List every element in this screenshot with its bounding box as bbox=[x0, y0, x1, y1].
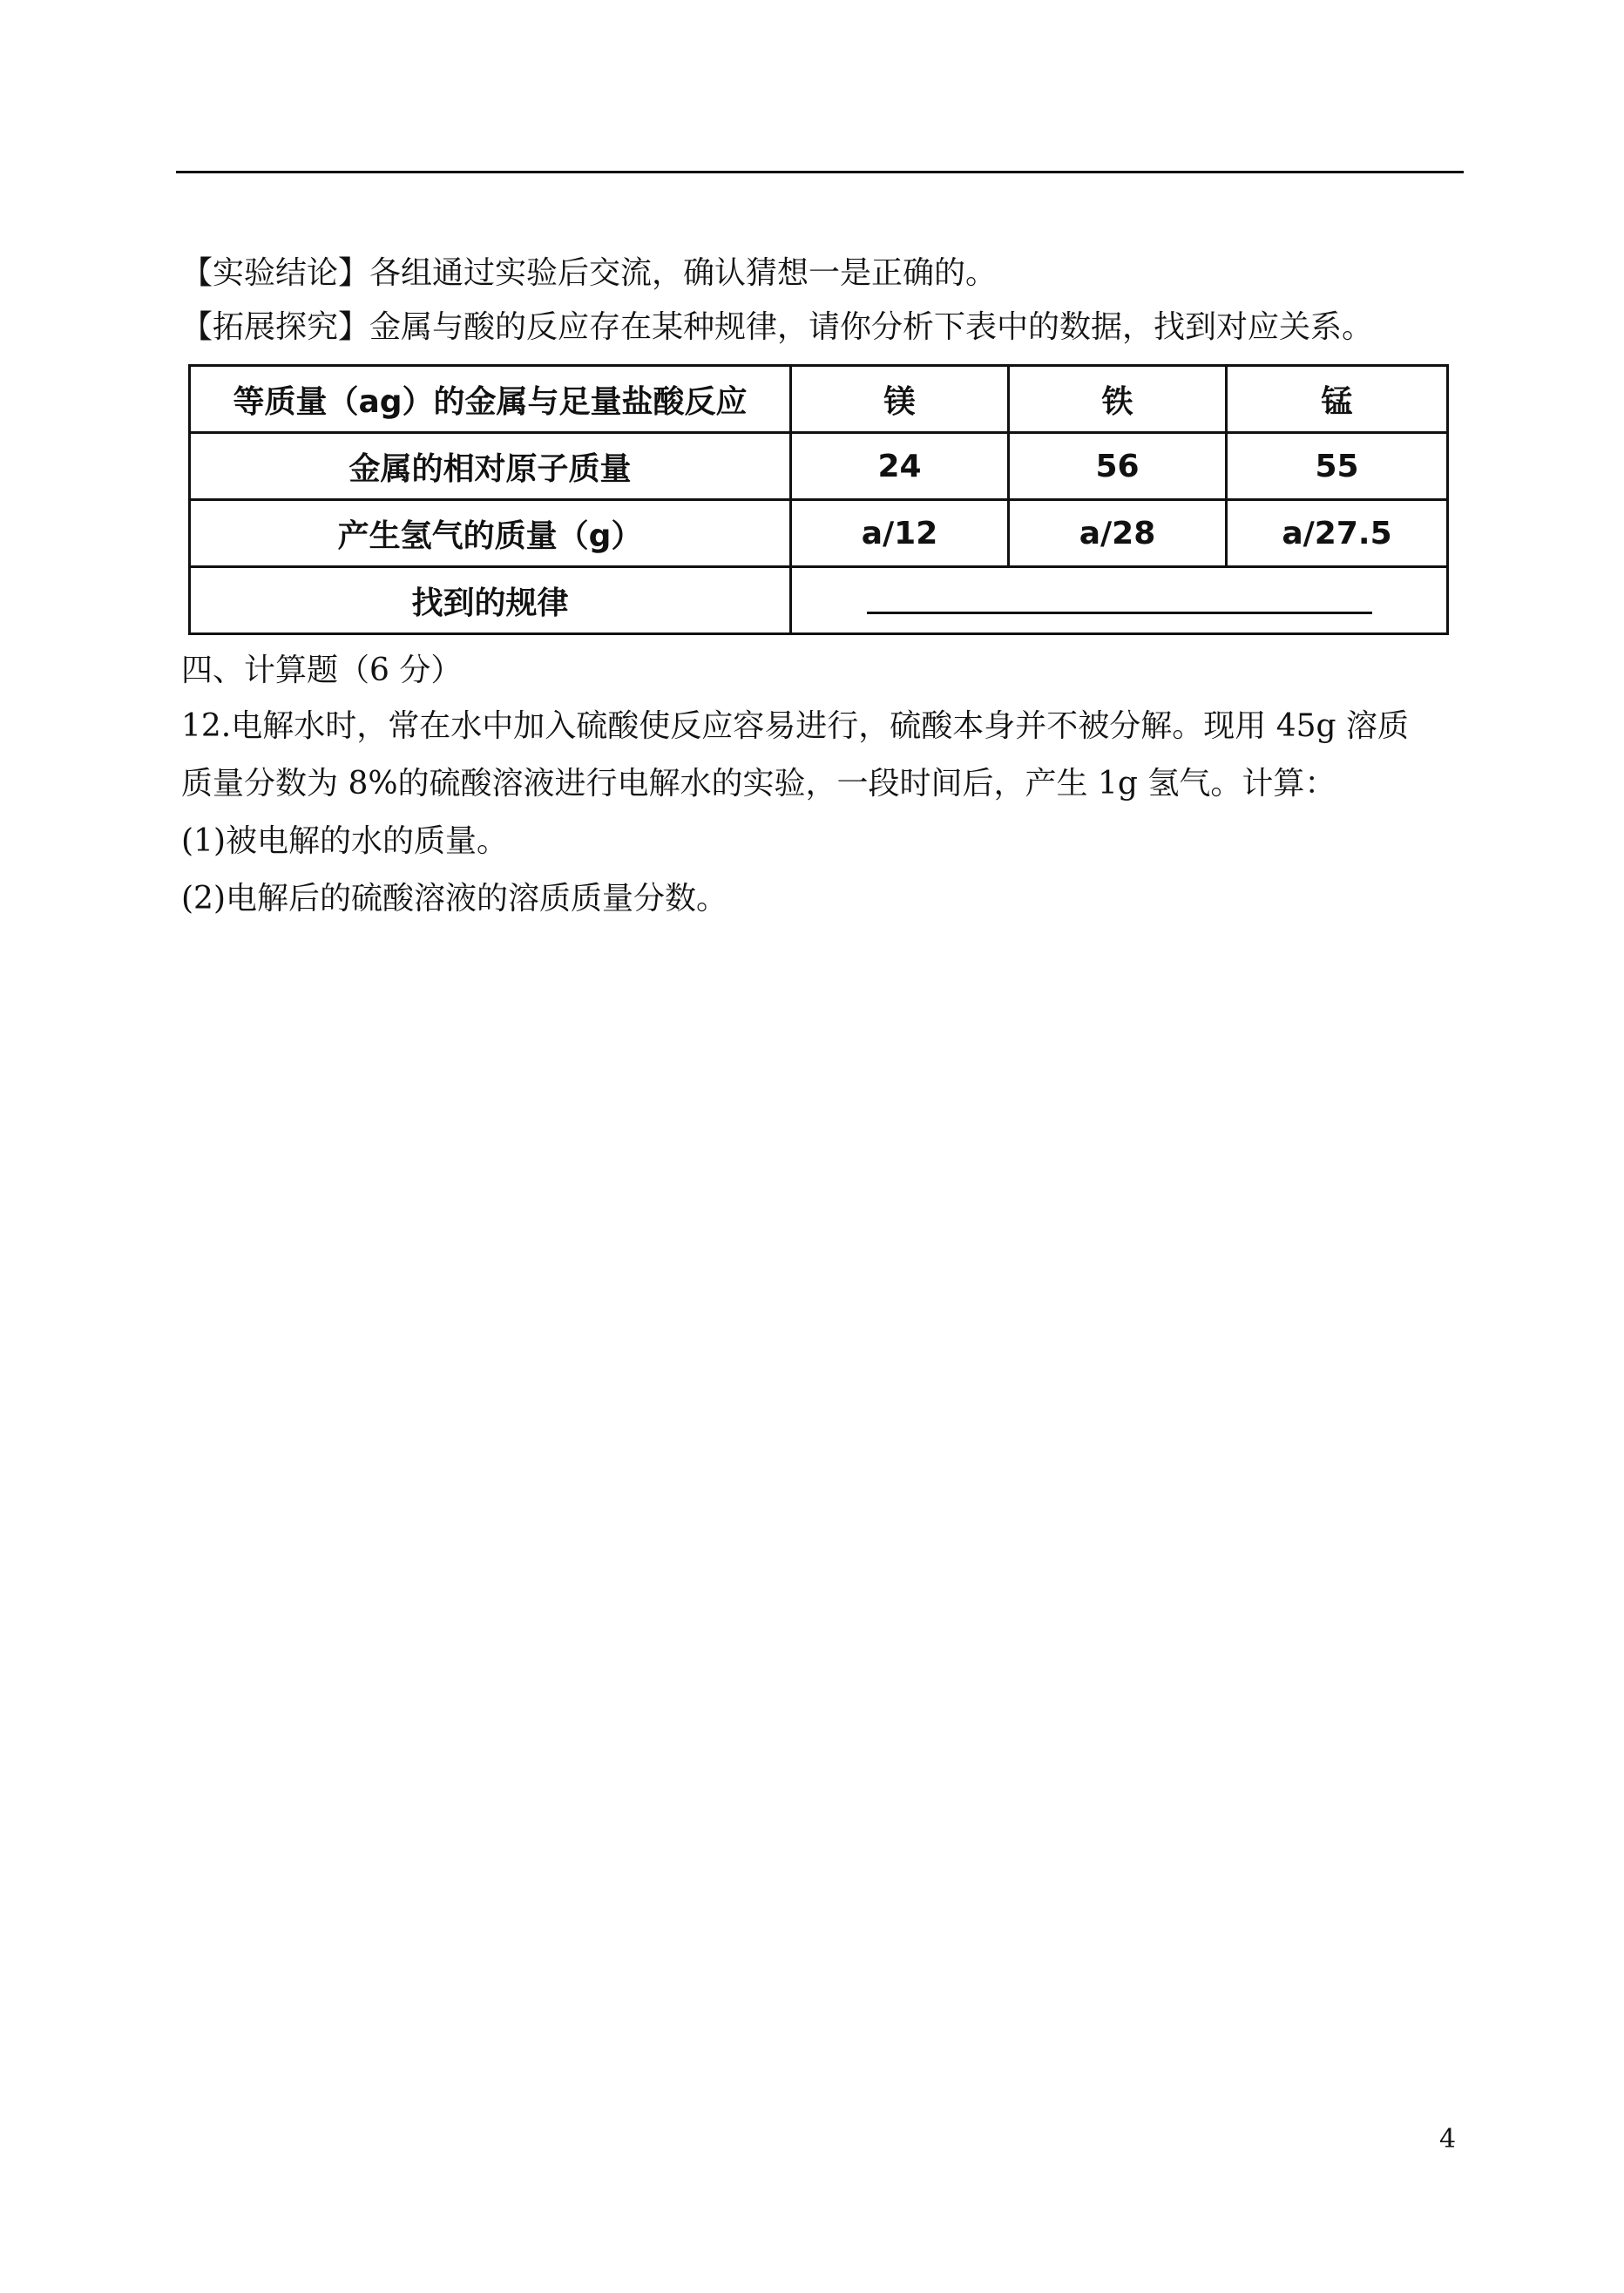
question-text-line: 质量分数为 8%的硫酸溶液进行电解水的实验，一段时间后，产生 1g 氢气。计算： bbox=[181, 766, 1336, 802]
metal-acid-table bbox=[188, 364, 1446, 635]
table-cell: a/12 bbox=[791, 500, 1009, 567]
table-row bbox=[190, 567, 1448, 634]
table-row bbox=[190, 366, 1448, 433]
answer-blank-line bbox=[867, 612, 1372, 614]
table-cell: 24 bbox=[791, 433, 1009, 500]
sub-question: (1)被电解的水的质量。 bbox=[181, 823, 508, 859]
table-cell: a/27.5 bbox=[1227, 500, 1448, 567]
table-header-cell: 锰 bbox=[1227, 366, 1448, 433]
sub-question: (2)电解后的硫酸溶液的溶质质量分数。 bbox=[181, 881, 727, 917]
page-number: 4 bbox=[1439, 2124, 1457, 2154]
extension-inquiry: 【拓展探究】金属与酸的反应存在某种规律，请你分析下表中的数据，找到对应关系。 bbox=[181, 309, 1374, 345]
table-cell: 55 bbox=[1227, 433, 1448, 500]
section-title: 四、计算题（6 分） bbox=[181, 653, 463, 688]
header-rule bbox=[176, 171, 1464, 173]
table-header-cell: 等质量（ag）的金属与足量盐酸反应 bbox=[190, 366, 791, 433]
table-cell: 产生氢气的质量（g） bbox=[190, 500, 791, 567]
table-cell: 找到的规律 bbox=[190, 567, 791, 634]
table-cell: 金属的相对原子质量 bbox=[190, 433, 791, 500]
table-cell: 56 bbox=[1009, 433, 1227, 500]
table-header-cell: 镁 bbox=[791, 366, 1009, 433]
table-row bbox=[190, 433, 1448, 500]
question-text-line: 12.电解水时，常在水中加入硫酸使反应容易进行，硫酸本身并不被分解。现用 45g 溶质 bbox=[181, 708, 1409, 744]
table-row bbox=[190, 500, 1448, 567]
table-cell: a/28 bbox=[1009, 500, 1227, 567]
table-header-cell: 铁 bbox=[1009, 366, 1227, 433]
answer-blank-cell[interactable] bbox=[791, 567, 1448, 634]
experiment-conclusion: 【实验结论】各组通过实验后交流，确认猜想一是正确的。 bbox=[181, 255, 998, 291]
